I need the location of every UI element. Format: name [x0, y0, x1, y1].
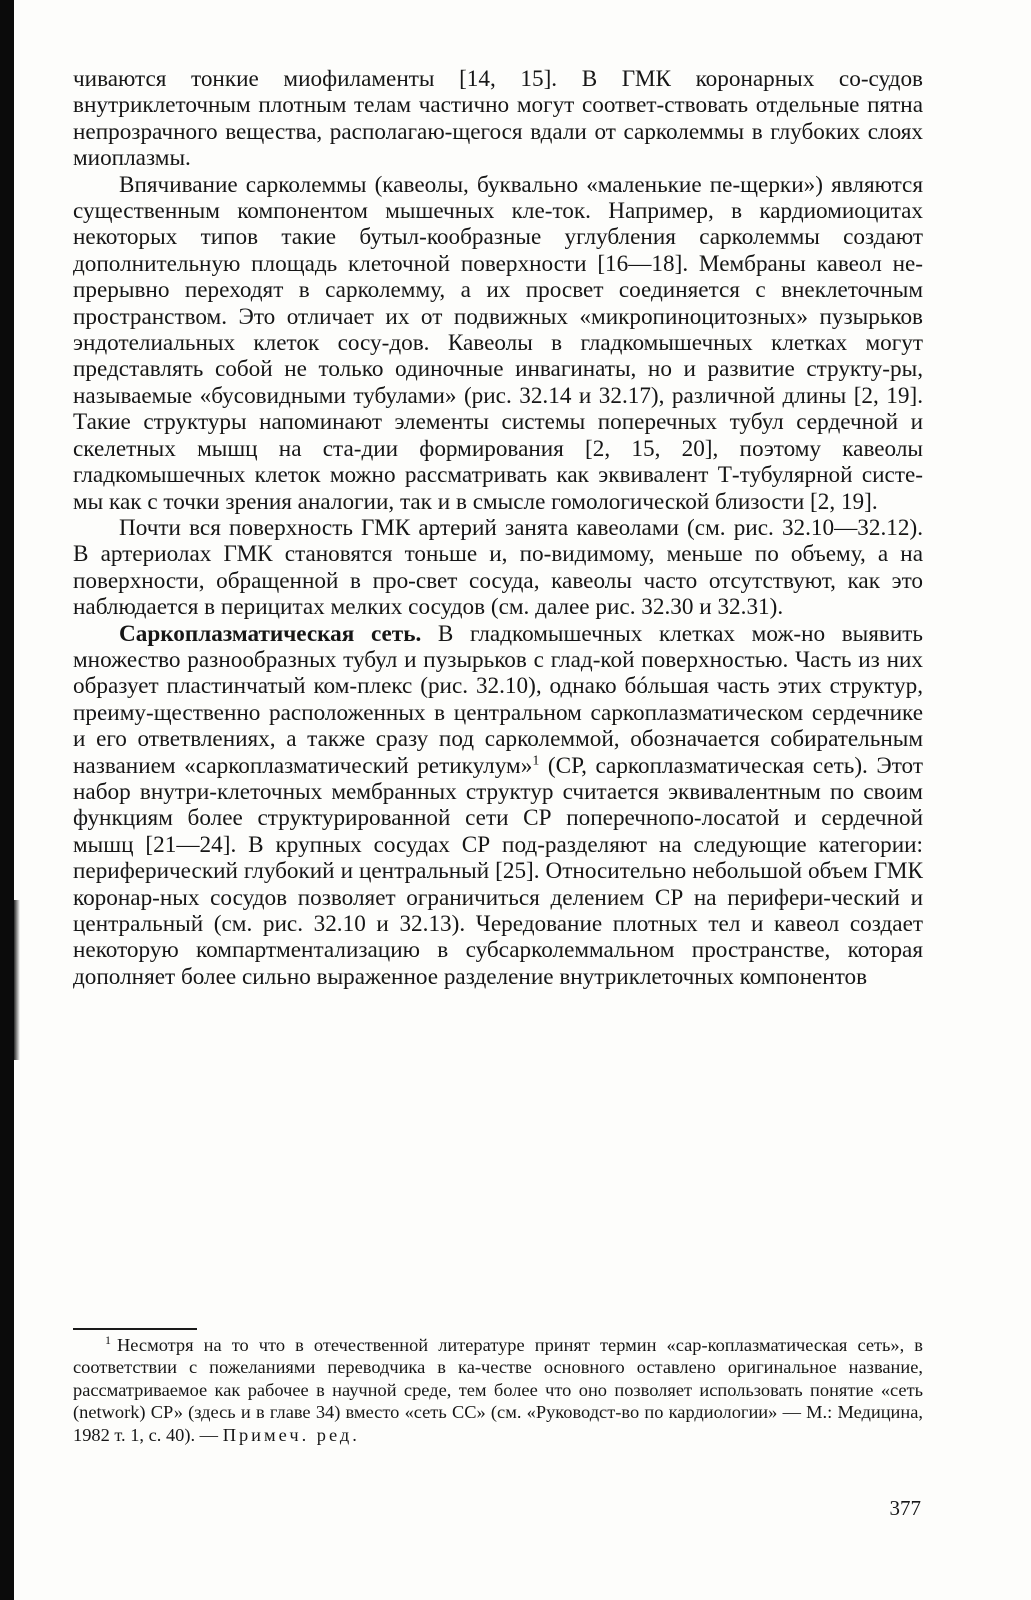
page-number: 377	[889, 1496, 921, 1520]
paragraph-1: чиваются тонкие миофиламенты [14, 15]. В ГМК коронарных со-судов внутриклеточным плотным телам частично могут соответ-ствовать отдельные пятна непрозрачного вещества, располагаю-щегося вдали от сарколеммы в глубоких слоях миоплазмы.	[73, 66, 923, 172]
footnote-text: Несмотря на то что в отечественной литературе принят термин «сар-коплазматическая сеть», в соответствии с пожеланиями переводчика в ка-честве основного оставлено оригинальное название, рассматриваемое как рабочее в научной среде, тем более что оно позволяет использовать понятие «сеть (network) СР» (здесь и в главе 34) вместо «сеть СС» (см. «Руководст-во по кардиологии» — М.: Медицина, 1982 т. 1, с. 40). —	[73, 1335, 923, 1445]
footnote-reference: 1	[532, 752, 540, 768]
section-text-after: (СР, саркоплазматическая сеть). Этот набор внутри-клеточных мембранных структур считается эквивалентным по своим функциям более структурированной сети СР поперечнопо-лосатой и сердечной мышц [21—24]. В крупных сосудах СР под-разделяют на следующие категории: периферический глубокий и центральный [25]. Относительно небольшой объем ГМК коронар-ных сосудов позволяет ограничиться делением СР на перифери-ческий и центральный (см. рис. 32.10 и 32.13). Чередование плотных тел и кавеол создает некоторую компартментализацию в субсарколеммальном пространстве, которая дополняет более сильно выраженное разделение внутриклеточных компонентов	[73, 752, 923, 990]
footnote-number: 1	[105, 1332, 111, 1347]
section-text-before: В гладкомышечных клетках мож-но выявить множество разнообразных тубул и пузырьков с глад-кой поверхностью. Часть из них образует пластинчатый ком-плекс (рис. 32.10), однако бóльшая часть этих структур, преиму-щественно расположенных в центральном саркоплазматическом сердечнике и его ответвлениях, а также сразу под сарколеммой, обозначается собирательным названием «саркоплазматический ретикулум»	[73, 620, 923, 779]
paragraph-3: Почти вся поверхность ГМК артерий занята кавеолами (см. рис. 32.10—32.12). В артериолах ГМК становятся тоньше и, по-видимому, меньше по объему, а на поверхности, обращенной в про-свет сосуда, кавеолы часто отсутствуют, как это наблюдается в перицитах мелких сосудов (см. далее рис. 32.30 и 32.31).	[73, 514, 923, 621]
footnote	[73, 1334, 923, 1446]
scan-dark-edge	[0, 0, 14, 1600]
page-body	[73, 66, 923, 990]
editor-note-label: Примеч. ред.	[222, 1424, 360, 1445]
footnote-divider	[73, 1328, 197, 1330]
scan-shadow	[14, 900, 20, 1060]
paragraph-sr	[73, 621, 923, 991]
section-heading: Саркоплазматическая сеть.	[119, 620, 422, 647]
paragraph-2: Впячивание сарколеммы (кавеолы, буквально «маленькие пе-щерки») являются существенным компонентом мышечных кле-ток. Например, в кардиомиоцитах некоторых типов такие бутыл-кообразные углубления сарколеммы создают дополнительную площадь клеточной поверхности [16—18]. Мембраны кавеол не-прерывно переходят в сарколемму, а их просвет соединяется с внеклеточным пространством. Это отличает их от подвижных «микропиноцитозных» пузырьков эндотелиальных клеток сосу-дов. Кавеолы в гладкомышечных клетках могут представлять собой не только одиночные инвагинаты, но и развитие структу-ры, называемые «бусовидными тубулами» (рис. 32.14 и 32.17), различной длины [2, 19]. Такие структуры напоминают элементы системы поперечных тубул сердечной и скелетных мышц на ста-дии формирования [2, 15, 20], поэтому кавеолы гладкомышечных клеток можно рассматривать как эквивалент Т-тубулярной систе-мы как с точки зрения аналогии, так и в смысле гомологической близости [2, 19].	[73, 171, 923, 515]
